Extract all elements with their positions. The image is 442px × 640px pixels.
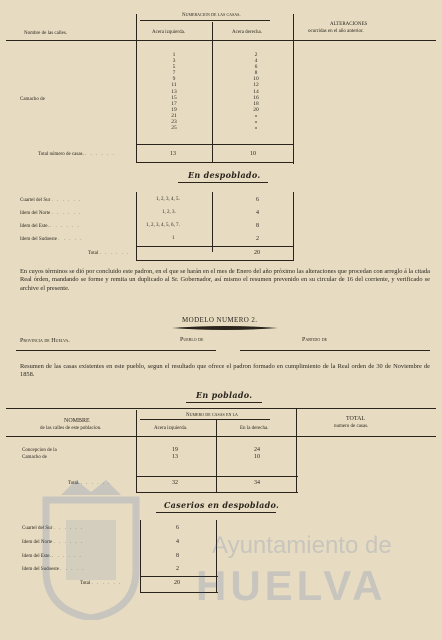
closing-paragraph: En cuyos términos se dió por concluido este padron, en el que se harán en el mes de Enero del año próximo las alteraciones que procedan con arreglo á la citada Real órden, mandando se forme y remita un duplicado al Sr. Gobernador, así mismo el resumen prevenido en su circular de 16 del corriente, y verificado se archive el presente. (20, 268, 430, 292)
model-title: MODELO NUMERO 2. (182, 316, 258, 324)
table1-total-left: 13 (170, 151, 176, 157)
table2-col-total: TOTAL (346, 416, 366, 422)
despoblado1-row-nums: 1, 2, 3, 4, 5. (156, 197, 180, 202)
table2-title: En poblado. (196, 390, 253, 400)
despoblado1-row-nums: 1, 2, 3, 4, 5, 6, 7. (146, 223, 180, 228)
model-partido: Partido de (302, 337, 328, 343)
table2-left-value: 19 (172, 447, 178, 453)
table1-col-right: Acera derecha. (232, 30, 262, 35)
despoblado2-row-name: Idem del Sudoeste . . . . . (22, 567, 85, 572)
table2-header-group: Numero de casas en la (186, 413, 238, 418)
model-resumen: Resumen de las casas existentes en este pueblo, segun el resultado que ofrece el padron formado en cumplimiento de la Real orden de 30 de Noviembre de 1858. (20, 363, 430, 379)
table1-street: Camacho de (20, 97, 45, 102)
despoblado2-divider-a (140, 520, 141, 592)
despoblado2-divider-b (216, 520, 217, 592)
despoblado2-row-name: Idem del Este. . . . . . . (22, 554, 83, 559)
despoblado1-row-name: Idem del Sudoeste . . . . . (20, 237, 83, 242)
table2-title-rule (186, 402, 262, 403)
despoblado2-row-total: 8 (176, 553, 179, 559)
table2-col-name-sub: de las calles de este poblacion. (40, 426, 102, 431)
despoblado1-row-total: 4 (256, 210, 259, 216)
despoblado1-row-total: 6 (256, 197, 259, 203)
table1-col-alter: ALTERACIONES (330, 22, 368, 27)
table2-right-value: 10 (254, 454, 260, 460)
despoblado1-divider-b (212, 192, 213, 252)
table2-header-rule (140, 419, 270, 420)
table2-bottom-rule (136, 492, 298, 493)
despoblado2-row-total: 6 (176, 525, 179, 531)
despoblado1-row-name: Idem del Norte . . . . . . (20, 211, 82, 216)
watermark (36, 470, 416, 630)
model-pueblo: Pueblo de (180, 337, 204, 343)
despoblado1-total-rule (136, 246, 294, 247)
table1-total-label: Total número de casas. . . . . . . (38, 152, 116, 157)
table1-header-rule (140, 20, 270, 21)
despoblado1-title-rule (178, 182, 268, 183)
table2-top-rule (6, 408, 436, 409)
despoblado1-row-nums: 1, 2, 3. (162, 210, 176, 215)
table2-right-value: 24 (254, 447, 260, 453)
model-title-flourish (170, 325, 280, 331)
despoblado2-title: Caserios en despoblado. (164, 500, 280, 510)
despoblado2-title-rule (156, 512, 276, 513)
despoblado1-total-value: 20 (254, 250, 260, 256)
despoblado1-row-name: Idem del Este. . . . . . . (20, 224, 81, 229)
despoblado1-divider-a (136, 192, 137, 260)
watermark-line2: HUELVA (196, 562, 387, 609)
despoblado2-row-total: 4 (176, 539, 179, 545)
table2-left-value: 13 (172, 454, 178, 460)
despoblado1-bottom-rule (136, 260, 294, 261)
despoblado2-total-value: 20 (174, 580, 180, 586)
table1-header-group: Numeracion de las casas. (182, 13, 241, 18)
table2-total-right: 34 (254, 480, 260, 486)
despoblado1-divider-c (293, 192, 294, 260)
despoblado2-total-label: Total . . . . . . (80, 581, 122, 586)
despoblado2-row-name: Cuartel del Sur . . . . . . (22, 526, 84, 531)
despoblado1-row-nums: 1 (172, 236, 175, 241)
model-rule-left (16, 350, 216, 351)
table1-divider-c (293, 14, 294, 164)
table2-divider-b (216, 420, 217, 492)
despoblado2-row-total: 2 (176, 566, 179, 572)
despoblado1-title: En despoblado. (188, 170, 261, 180)
table2-divider-a (136, 410, 137, 492)
model-provincia: Provincia de Huelva. (20, 338, 70, 344)
despoblado1-row-total: 8 (256, 223, 259, 229)
table1-col-left: Acera izquierda. (152, 30, 186, 35)
table1-col-name: Nombre de las calles. (24, 31, 68, 36)
table2-total-left: 32 (172, 480, 178, 486)
despoblado1-row-total: 2 (256, 236, 259, 242)
table2-street: Concepcion de la (22, 448, 57, 453)
table2-divider-c (296, 408, 297, 492)
table2-col-right: En la derecha. (240, 426, 269, 431)
table1-total-right: 10 (250, 151, 256, 157)
despoblado2-total-rule (140, 576, 218, 577)
table1-left-numbers: 1 3 5 7 9 11 13 15 17 19 21 23 25 (171, 52, 177, 132)
city-crest-icon (36, 480, 146, 620)
despoblado1-row-name: Cuartel del Sur . . . . . . (20, 198, 82, 203)
watermark-line1: Ayuntamiento de (212, 532, 392, 559)
table1-total-rule (136, 144, 294, 145)
table1-divider-a (136, 14, 137, 162)
table1-top-rule (6, 40, 436, 41)
table1-bottom-rule (136, 162, 294, 163)
table2-street: Camacho de (22, 455, 47, 460)
table2-header-bottom-rule (6, 436, 436, 437)
despoblado1-total-label: Total . . . . . . (88, 251, 130, 256)
table2-col-left: Acera izquierda. (154, 426, 188, 431)
table2-total-rule (136, 476, 298, 477)
table1-divider-b (212, 22, 213, 162)
despoblado2-row-name: Idem del Norte . . . . . . (22, 540, 84, 545)
table2-col-total-sub: numero de casas. (334, 424, 369, 429)
table2-total-label: Total. . . . . . . (68, 481, 111, 486)
table2-col-name: NOMBRE (64, 418, 90, 424)
table1-right-numbers: 2 4 6 8 10 12 14 16 18 20 » » » (253, 52, 259, 132)
table1-col-alter-sub: ocurridas en el año anterior. (308, 29, 364, 34)
despoblado2-bottom-rule (140, 592, 218, 593)
model-rule-right (240, 350, 430, 351)
